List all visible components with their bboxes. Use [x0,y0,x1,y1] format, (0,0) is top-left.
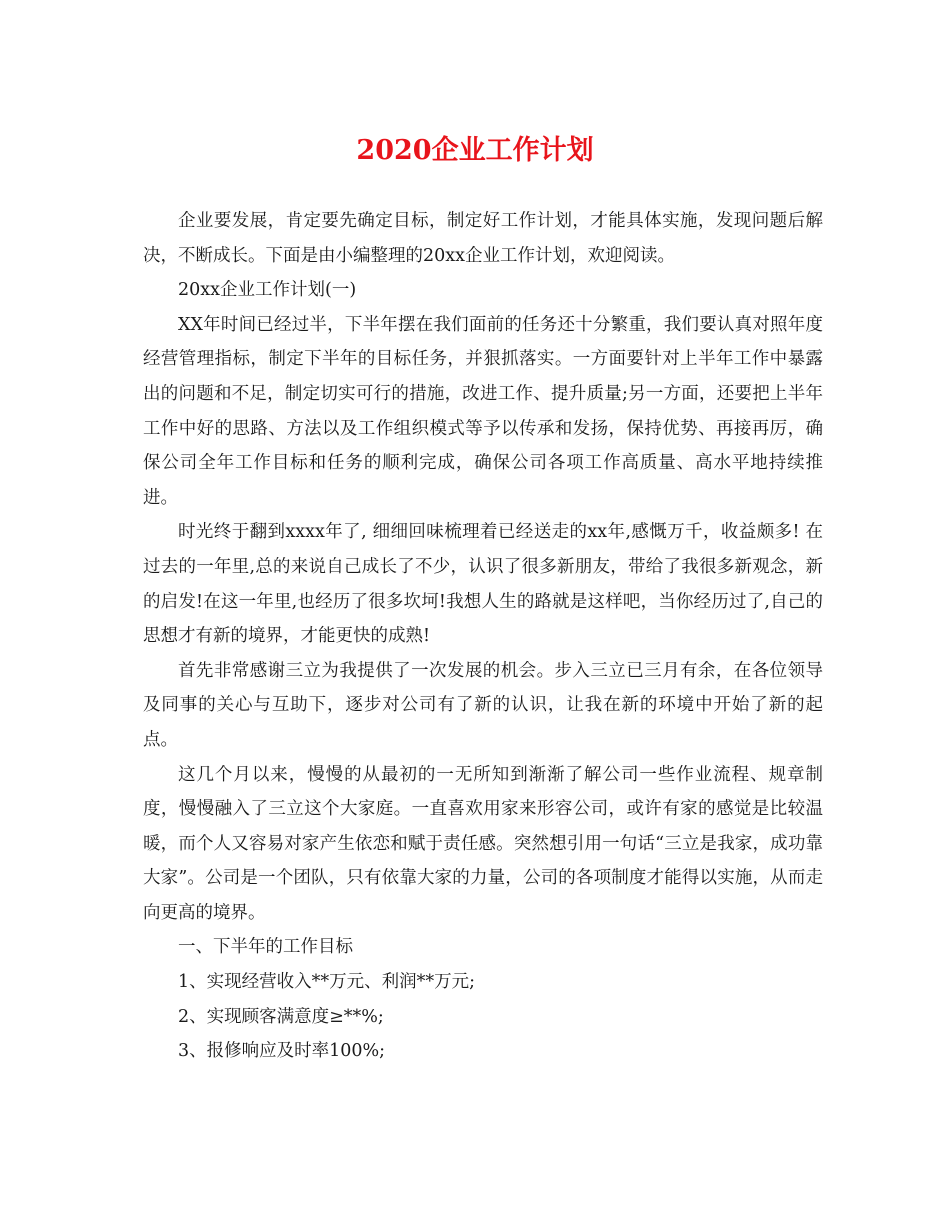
list-item-goal-3: 3、报修响应及时率100%; [178,1041,386,1062]
section-heading-goals: 一、下半年的工作目标 [178,937,353,958]
document-title: 2020企业工作计划 [356,135,594,166]
section-heading-plan-one: 20xx企业工作计划(一) [178,280,357,301]
paragraph-intro: 企业要发展，肯定要先确定目标，制定好工作计划，才能具体实施，发现问题后解决，不断成长。下面是由小编整理的20xx企业工作计划，欢迎阅读。 [143,211,823,266]
paragraph-thanks: 首先非常感谢三立为我提供了一次发展的机会。步入三立已三月有余，在各位领导及同事的关心与互助下，逐步对公司有了新的认识，让我在新的环境中开始了新的起点。 [143,660,823,750]
paragraph-months: 这几个月以来，慢慢的从最初的一无所知到渐渐了解公司一些作业流程、规章制度，慢慢融入了三立这个大家庭。一直喜欢用家来形容公司，或许有家的感觉是比较温暖，而个人又容易对家产生依恋和赋于责任感。突然想引用一句话“三立是我家，成功靠大家”。公司是一个团队，只有依靠大家的力量，公司的各项制度才能得以实施，从而走向更高的境界。 [143,764,823,923]
paragraph-new-year: 时光终于翻到xxxx年了, 细细回味梳理着已经送走的xx年,感慨万千，收益颇多! 在过去的一年里,总的来说自己成长了不少，认识了很多新朋友，带给了我很多新观念，新的启发!在这一年里,也经历了很多坎坷!我想人生的路就是这样吧，当你经历过了,自己的思想才有新的境界，才能更快的成熟! [143,522,823,647]
list-item-goal-1: 1、实现经营收入**万元、利润**万元; [178,972,476,993]
list-item-goal-2: 2、实现顾客满意度≥**%; [178,1006,384,1027]
paragraph-half-year: XX年时间已经过半，下半年摆在我们面前的任务还十分繁重，我们要认真对照年度经营管理指标，制定下半年的目标任务，并狠抓落实。一方面要针对上半年工作中暴露出的问题和不足，制定切实可行的措施，改进工作、提升质量;另一方面，还要把上半年工作中好的思路、方法以及工作组织模式等予以传承和发扬，保持优势、再接再厉，确保公司全年工作目标和任务的顺利完成，确保公司各项工作高质量、高水平地持续推进。 [143,314,823,508]
document-body [143,204,823,1069]
